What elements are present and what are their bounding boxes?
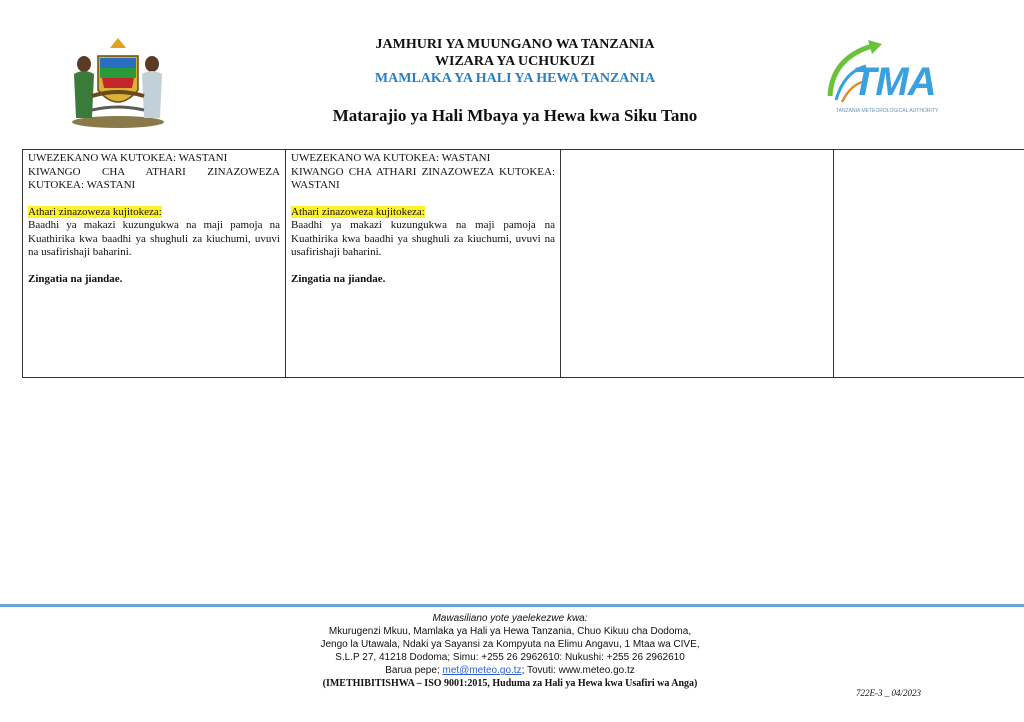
footer-address-2: Jengo la Utawala, Ndaki ya Sayansi za Kompyuta na Elimu Angavu, 1 Mtaa wa CIVE,	[320, 639, 700, 650]
impacts-text: Baadhi ya makazi kuzungukwa na maji pamoja na Kuathirika kwa baadhi ya shughuli za kiuchumi, uvuvi na usafirishaji baharini.	[291, 219, 555, 258]
website-text: ; Tovuti: www.meteo.go.tz	[521, 665, 635, 676]
warning-cell-3	[561, 150, 834, 378]
tma-subtitle: TANZANIA METEOROLOGICAL AUTHORITY	[836, 108, 939, 114]
email-link[interactable]: met@meteo.go.tz	[442, 665, 522, 676]
footer-email-line	[250, 664, 770, 677]
header-titles	[300, 36, 730, 87]
ministry-line: WIZARA YA UCHUKUZI	[435, 54, 595, 69]
footer-divider	[0, 604, 1024, 607]
agency-line: MAMLAKA YA HALI YA HEWA TANZANIA	[374, 71, 656, 86]
impacts-text: Baadhi ya makazi kuzungukwa na maji pamoja na Kuathirika kwa baadhi ya shughuli za kiuchumi, uvuvi na usafirishaji baharini.	[28, 219, 280, 258]
impacts-heading: Athari zinazoweza kujitokeza:	[291, 205, 425, 218]
footer-intro: Mawasiliano yote yaelekezwe kwa:	[432, 613, 588, 624]
advice-text: Zingatia na jiandae.	[28, 272, 123, 285]
warning-cell-1	[23, 150, 286, 378]
footer-contact	[250, 612, 770, 690]
impact-level-line: KIWANGO CHA ATHARI ZINAZOWEZA KUTOKEA: WASTANI	[28, 165, 280, 191]
email-label: Barua pepe;	[385, 665, 443, 676]
footer-address-1: Mkurugenzi Mkuu, Mamlaka ya Hali ya Hewa Tanzania, Chuo Kikuu cha Dodoma,	[328, 626, 692, 637]
footer-address-3: S.L.P 27, 41218 Dodoma; Simu: +255 26 2962610: Nukushi: +255 26 2962610	[335, 652, 685, 663]
tma-wordmark: TMA	[852, 60, 936, 104]
impacts-heading: Athari zinazoweza kujitokeza:	[28, 205, 162, 218]
coat-of-arms-emblem	[62, 34, 174, 130]
tma-logo	[822, 36, 950, 120]
impact-level-line: KIWANGO CHA ATHARI ZINAZOWEZA KUTOKEA: WASTANI	[291, 165, 555, 191]
likelihood-line: UWEZEKANO WA KUTOKEA: WASTANI	[28, 152, 228, 164]
likelihood-line: UWEZEKANO WA KUTOKEA: WASTANI	[291, 152, 491, 164]
warning-cell-4	[834, 150, 1024, 378]
form-code: 722E-3 _ 04/2023	[856, 688, 921, 698]
iso-certification: (IMETHIBITISHWA – ISO 9001:2015, Huduma za Hali ya Hewa kwa Usafiri wa Anga)	[322, 678, 698, 689]
republic-line: JAMHURI YA MUUNGANO WA TANZANIA	[375, 37, 655, 52]
table-row	[23, 150, 1024, 378]
warning-cell-2	[286, 150, 561, 378]
document-title: Matarajio ya Hali Mbaya ya Hewa kwa Siku Tano	[332, 106, 698, 125]
advice-text: Zingatia na jiandae.	[291, 272, 386, 285]
warnings-table	[22, 149, 1024, 378]
